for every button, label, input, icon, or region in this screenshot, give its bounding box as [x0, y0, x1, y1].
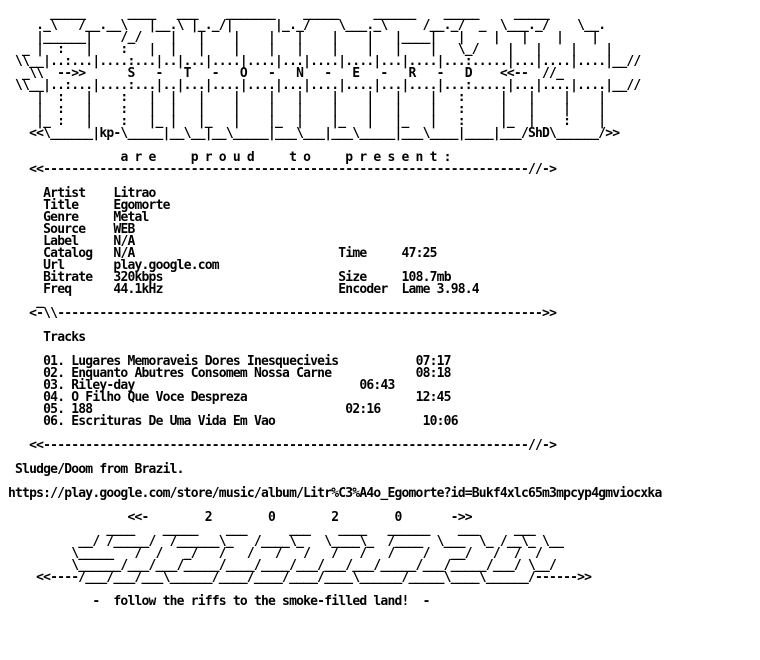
value-time: 47:25 [401, 246, 437, 261]
label-genre: Genre [43, 210, 79, 225]
divider-middle: <-\\--------------------------------------------------------------------->> [29, 306, 557, 321]
track-row [8, 414, 458, 429]
year-ascii-footer: <<- 2 0 2 0 ->> ____ _____ ___ ___ ____ ______ ___ ___ __/ /_____/ /______\_ /____\_ \____\_ /____ \___ \_ /__\_ \__ \_____ / / _/ / / / / / / / / __/ / / / \______/___/___/_____/____/____/___/___/___/_____/___/_____/___/ \__/ <<----/___/___/___\______/____/____/____/____\______/_____\____\______/------>> [36, 510, 592, 585]
track-duration: 02:16 [345, 402, 381, 417]
track-duration: 12:45 [415, 390, 451, 405]
track-title: 06. Escrituras De Uma Vida Em Vao [43, 414, 276, 429]
track-duration: 08:18 [415, 366, 451, 381]
divider-middle-mark: _ [36, 294, 44, 309]
value-genre: Metal [113, 210, 149, 225]
tracks-heading: Tracks [43, 330, 86, 345]
label-catalog: Catalog [43, 246, 93, 261]
description-text: Sludge/Doom from Brazil. [15, 462, 184, 477]
value-title: Egomorte [113, 198, 170, 213]
track-duration: 10:06 [422, 414, 458, 429]
track-duration: 06:43 [359, 378, 395, 393]
track-title: 04. O Filho Que Voce Despreza [43, 390, 247, 405]
track-title: 05. 188 [43, 402, 93, 417]
store-url-link[interactable]: https://play.google.com/store/music/album/Litr%C3%A4o_Egomorte?id=Bukf4xlc65m3mpcyp4gmviocxka [8, 486, 662, 501]
track-title: 01. Lugares Memoraveis Dores Inesqueciveis [43, 354, 339, 369]
stonerd-ascii-logo: _____ ____ ___ _______ _____ ______ _____ _____ ._\ /__.__\ |__.\ |_._/| |_._/ \___._\ /__._/ _ \___._/ \__. |______| /_/ | | | | | | | |____| | | | | | _ | : | : | | | | | | | | | | \_/ | | | | \\__|..:...|....:...|..|...|....|....|...|....|....|...|....|...:.....|...|....|....|__// _\\ -->> S - T - O - N - E - R - D <<-- //_ \\__|..:...|....:...|..|...|....|....|...|....|....|...|....|...:.....|...|....|....|__// | : | : | | | | | | | | | | : | | | | | : | : | | | | | | | | | | : | | | | |_ : | : |_ | |_ | |_ | |_ | |_ | : |_ | : | <<\______|kp-\_____|__\__|__\_____|___\___|___\_____|___\____|____|___/ShD\______/>> [15, 6, 641, 141]
label-size: Size [338, 270, 367, 285]
label-encoder: Encoder [338, 282, 388, 297]
value-url: play.google.com [113, 258, 219, 273]
label-url: Url [43, 258, 65, 273]
divider-top: <<---------------------------------------------------------------------//-> [29, 162, 557, 177]
value-size: 108.7mb [401, 270, 451, 285]
label-label: Label [43, 234, 79, 249]
info-freq [8, 282, 479, 297]
track-duration: 07:17 [415, 354, 451, 369]
label-artist: Artist [43, 186, 86, 201]
value-artist: Litrao [113, 186, 156, 201]
value-encoder: Lame 3.98.4 [401, 282, 479, 297]
label-freq: Freq [43, 282, 72, 297]
divider-bottom: <<---------------------------------------------------------------------//-> [29, 438, 557, 453]
label-title: Title [43, 198, 79, 213]
label-time: Time [338, 246, 367, 261]
tagline-text: - follow the riffs to the smoke-filled land! - [92, 594, 430, 609]
track-title: 03. Riley-day [43, 378, 135, 393]
value-bitrate: 320kbps [113, 270, 163, 285]
value-freq: 44.1kHz [113, 282, 163, 297]
label-bitrate: Bitrate [43, 270, 93, 285]
value-source: WEB [113, 222, 135, 237]
nfo-text [8, 8, 661, 608]
presents-text: a r e p r o u d t o p r e s e n t : [120, 150, 451, 165]
value-catalog: N/A [113, 246, 135, 261]
value-label: N/A [113, 234, 135, 249]
label-source: Source [43, 222, 86, 237]
track-title: 02. Enquanto Abutres Consomem Nossa Carne [43, 366, 332, 381]
